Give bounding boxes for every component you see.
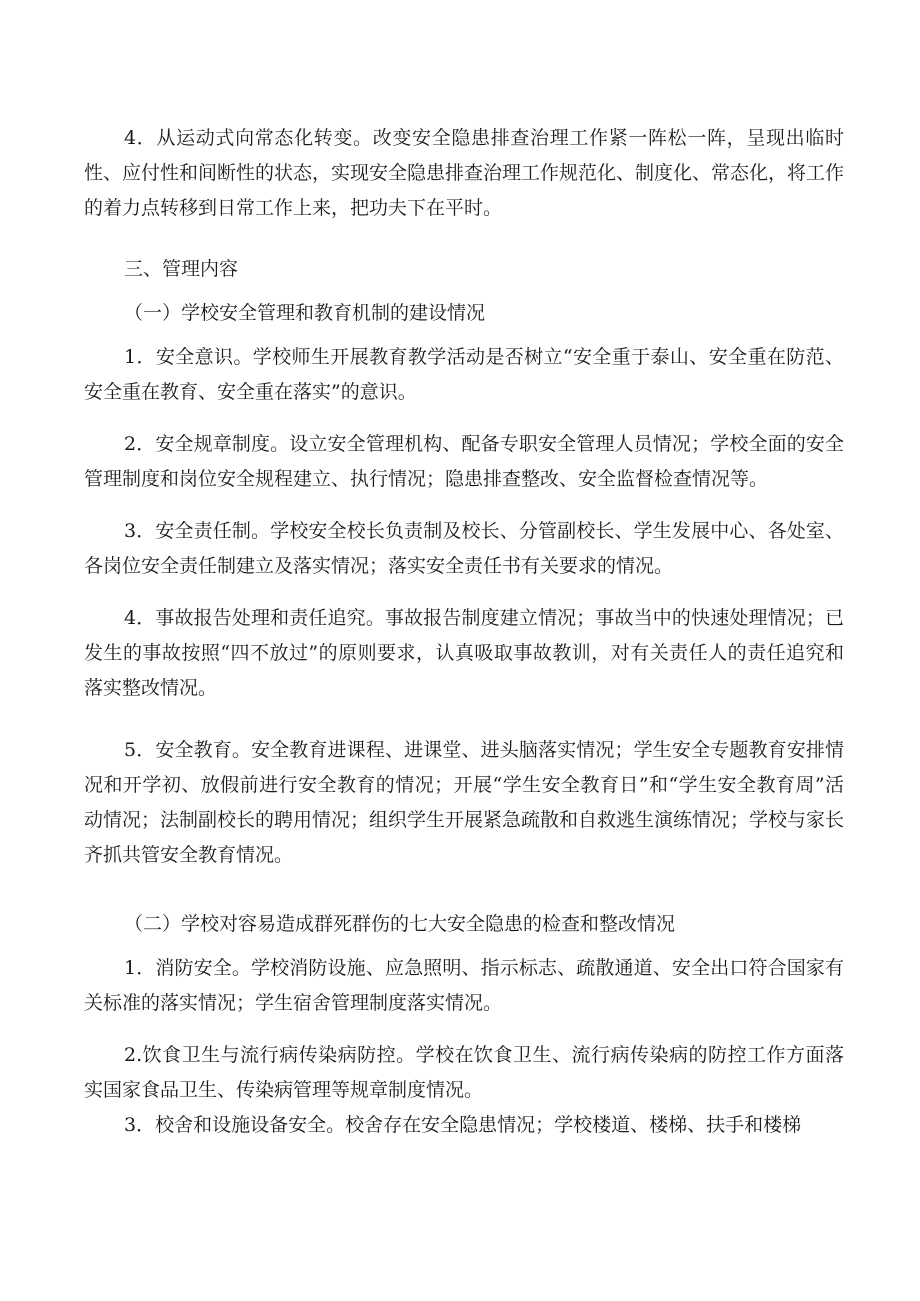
subsection-heading-safety-mechanism: （一）学校安全管理和教育机制的建设情况 — [124, 302, 486, 324]
subsection-heading-seven-hazards: （二）学校对容易造成群死群伤的七大安全隐患的检查和整改情况 — [124, 913, 676, 935]
paragraph-food-hygiene: 2.饮食卫生与流行病传染病防控。学校在饮食卫生、流行病传染病的防控工作方面落实国家食品卫生、传染病管理等规章制度情况。 — [84, 1044, 844, 1101]
section-heading-management-content: 三、管理内容 — [124, 258, 239, 280]
paragraph-fire-safety: 1．消防安全。学校消防设施、应急照明、指示标志、疏散通道、安全出口符合国家有关标准的落实情况；学生宿舍管理制度落实情况。 — [84, 957, 844, 1014]
paragraph-shift-to-normalization: 4．从运动式向常态化转变。改变安全隐患排查治理工作紧一阵松一阵，呈现出临时性、应付性和间断性的状态，实现安全隐患排查治理工作规范化、制度化、常态化，将工作的着力点转移到日常工作上来，把功夫下在平时。 — [84, 127, 845, 219]
paragraph-building-safety: 3．校舍和设施设备安全。校舍存在安全隐患情况；学校楼道、楼梯、扶手和楼梯 — [124, 1114, 802, 1136]
paragraph-safety-responsibility: 3．安全责任制。学校安全校长负责制及校长、分管副校长、学生发展中心、各处室、各岗位安全责任制建立及落实情况；落实安全责任书有关要求的情况。 — [84, 520, 844, 577]
paragraph-safety-education: 5．安全教育。安全教育进课程、进课堂、进头脑落实情况；学生安全专题教育安排情况和开学初、放假前进行安全教育的情况；开展“学生安全教育日”和“学生安全教育周”活动情况；法制副校长的聘用情况；组织学生开展紧急疏散和自救逃生演练情况；学校与家长齐抓共管安全教育情况。 — [84, 739, 845, 866]
paragraph-safety-awareness: 1．安全意识。学校师生开展教育教学活动是否树立“安全重于泰山、安全重在防范、安全重在教育、安全重在落实”的意识。 — [84, 346, 844, 403]
paragraph-accident-reporting: 4．事故报告处理和责任追究。事故报告制度建立情况；事故当中的快速处理情况；已发生的事故按照“四不放过”的原则要求，认真吸取事故教训，对有关责任人的责任追究和落实整改情况。 — [84, 607, 844, 699]
paragraph-safety-regulations: 2．安全规章制度。设立安全管理机构、配备专职安全管理人员情况；学校全面的安全管理制度和岗位安全规程建立、执行情况；隐患排查整改、安全监督检查情况等。 — [84, 433, 844, 490]
